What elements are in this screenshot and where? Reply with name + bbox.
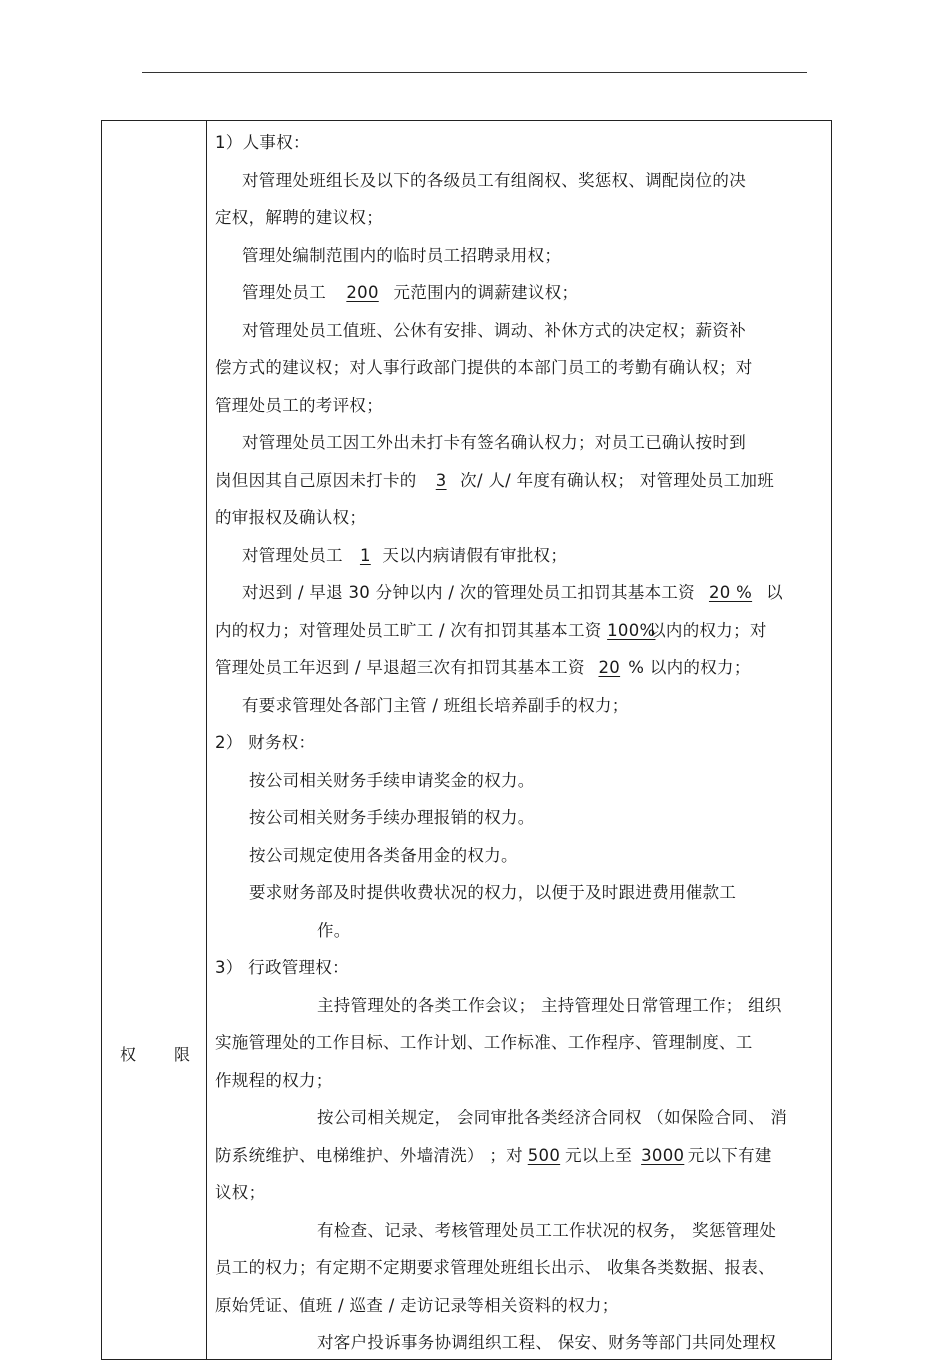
- text: 内的权力；对管理处员工旷工 / 次有扣罚其基本工资: [215, 620, 602, 640]
- paragraph-line: [215, 574, 825, 612]
- text: 防系统维护、电梯维护、外墙清洗） ；对: [215, 1145, 523, 1165]
- filled-blank: 500: [527, 1145, 561, 1165]
- column-divider: [206, 120, 207, 1360]
- row-label-char-2: 限: [173, 1045, 190, 1064]
- paragraph-line: 要求财务部及时提供收费状况的权力，以便于及时跟进费用催款工: [249, 883, 737, 902]
- filled-blank: 100%: [607, 620, 656, 640]
- paragraph-line: 的审报权及确认权；: [215, 508, 367, 527]
- text: 管理处员工: [242, 283, 326, 302]
- paragraph-line: 管理处编制范围内的临时员工招聘录用权；: [242, 245, 562, 265]
- paragraph-line: 按公司相关规定， 会同审批各类经济合同权 （如保险合同、 消: [317, 1108, 788, 1127]
- paragraph-line: 对客户投诉事务协调组织工程、 保安、财务等部门共同处理权: [317, 1333, 777, 1352]
- text: 对管理处员工: [242, 545, 343, 565]
- section-title: 2） 财务权：: [215, 733, 316, 752]
- paragraph-line: [215, 649, 825, 687]
- paragraph-line: 作规程的权力；: [215, 1070, 333, 1090]
- header-rule: [142, 72, 807, 73]
- text: 岗但因其自己原因未打卡的: [215, 470, 417, 490]
- paragraph-line: 按公司规定使用各类备用金的权力。: [249, 845, 518, 865]
- filled-blank: 20 %: [708, 583, 753, 602]
- text: 管理处员工年迟到 / 早退超三次有扣罚其基本工资: [215, 658, 585, 677]
- paragraph-line: [215, 612, 825, 650]
- filled-blank: 200: [346, 283, 379, 302]
- paragraph-line: [215, 1137, 825, 1175]
- section-title: 3） 行政管理权：: [215, 958, 349, 977]
- text: 次/ 人/ 年度有确认权； 对管理处员工加班: [460, 470, 775, 490]
- paragraph-line: 按公司相关财务手续申请奖金的权力。: [249, 770, 535, 790]
- filled-blank: 3000: [641, 1145, 685, 1165]
- paragraph-line: [215, 462, 825, 500]
- text: 元以下有建: [687, 1145, 772, 1165]
- text: 对迟到 / 早退 30 分钟以内 / 次的管理处员工扣罚其基本工资: [242, 583, 695, 602]
- row-label: [120, 1042, 190, 1065]
- filled-blank: 1: [359, 545, 371, 565]
- paragraph-line: 对管理处员工值班、公休有安排、调动、补休方式的决定权；薪资补: [242, 320, 746, 340]
- paragraph-line: 对管理处员工因工外出未打卡有签名确认权力；对员工已确认按时到: [242, 433, 746, 452]
- text: 以: [766, 583, 783, 602]
- paragraph-line: 实施管理处的工作目标、工作计划、工作标准、工作程序、管理制度、工: [215, 1033, 753, 1052]
- paragraph-line: [215, 274, 825, 312]
- paragraph-line: [215, 537, 825, 575]
- paragraph-line: 有检查、记录、考核管理处员工工作状况的权务， 奖惩管理处: [317, 1220, 777, 1240]
- paragraph-line: 偿方式的建议权；对人事行政部门提供的本部门员工的考勤有确认权；对: [215, 358, 753, 377]
- paragraph-line: 定权，解聘的建议权；: [215, 208, 383, 227]
- paragraph-line: 管理处员工的考评权；: [215, 395, 383, 415]
- paragraph-line: 议权；: [215, 1183, 266, 1202]
- row-label-char-1: 权: [120, 1045, 137, 1064]
- text: 以内的权力；对: [649, 620, 767, 640]
- paragraph-line: 员工的权力；有定期不定期要求管理处班组长出示、 收集各类数据、报表、: [215, 1258, 775, 1277]
- section-title: 1）人事权：: [215, 133, 310, 152]
- authority-content: [215, 124, 825, 1362]
- paragraph-line: 原始凭证、值班 / 巡查 / 走访记录等相关资料的权力；: [215, 1295, 619, 1315]
- text: 天以内病请假有审批权；: [382, 545, 568, 565]
- paragraph-line: 作。: [317, 920, 351, 940]
- paragraph-line: 有要求管理处各部门主管 / 班组长培养副手的权力；: [242, 695, 629, 715]
- filled-blank: 3: [435, 470, 447, 490]
- paragraph-line: 主持管理处的各类工作会议； 主持管理处日常管理工作； 组织: [317, 995, 782, 1015]
- text: 元以上至: [564, 1145, 633, 1165]
- paragraph-line: 按公司相关财务手续办理报销的权力。: [249, 808, 535, 827]
- text: 元范围内的调薪建议权；: [393, 283, 579, 302]
- paragraph-line: 对管理处班组长及以下的各级员工有组阁权、奖惩权、调配岗位的决: [242, 170, 746, 190]
- filled-blank: 20: [598, 658, 621, 677]
- text: % 以内的权力；: [628, 658, 751, 677]
